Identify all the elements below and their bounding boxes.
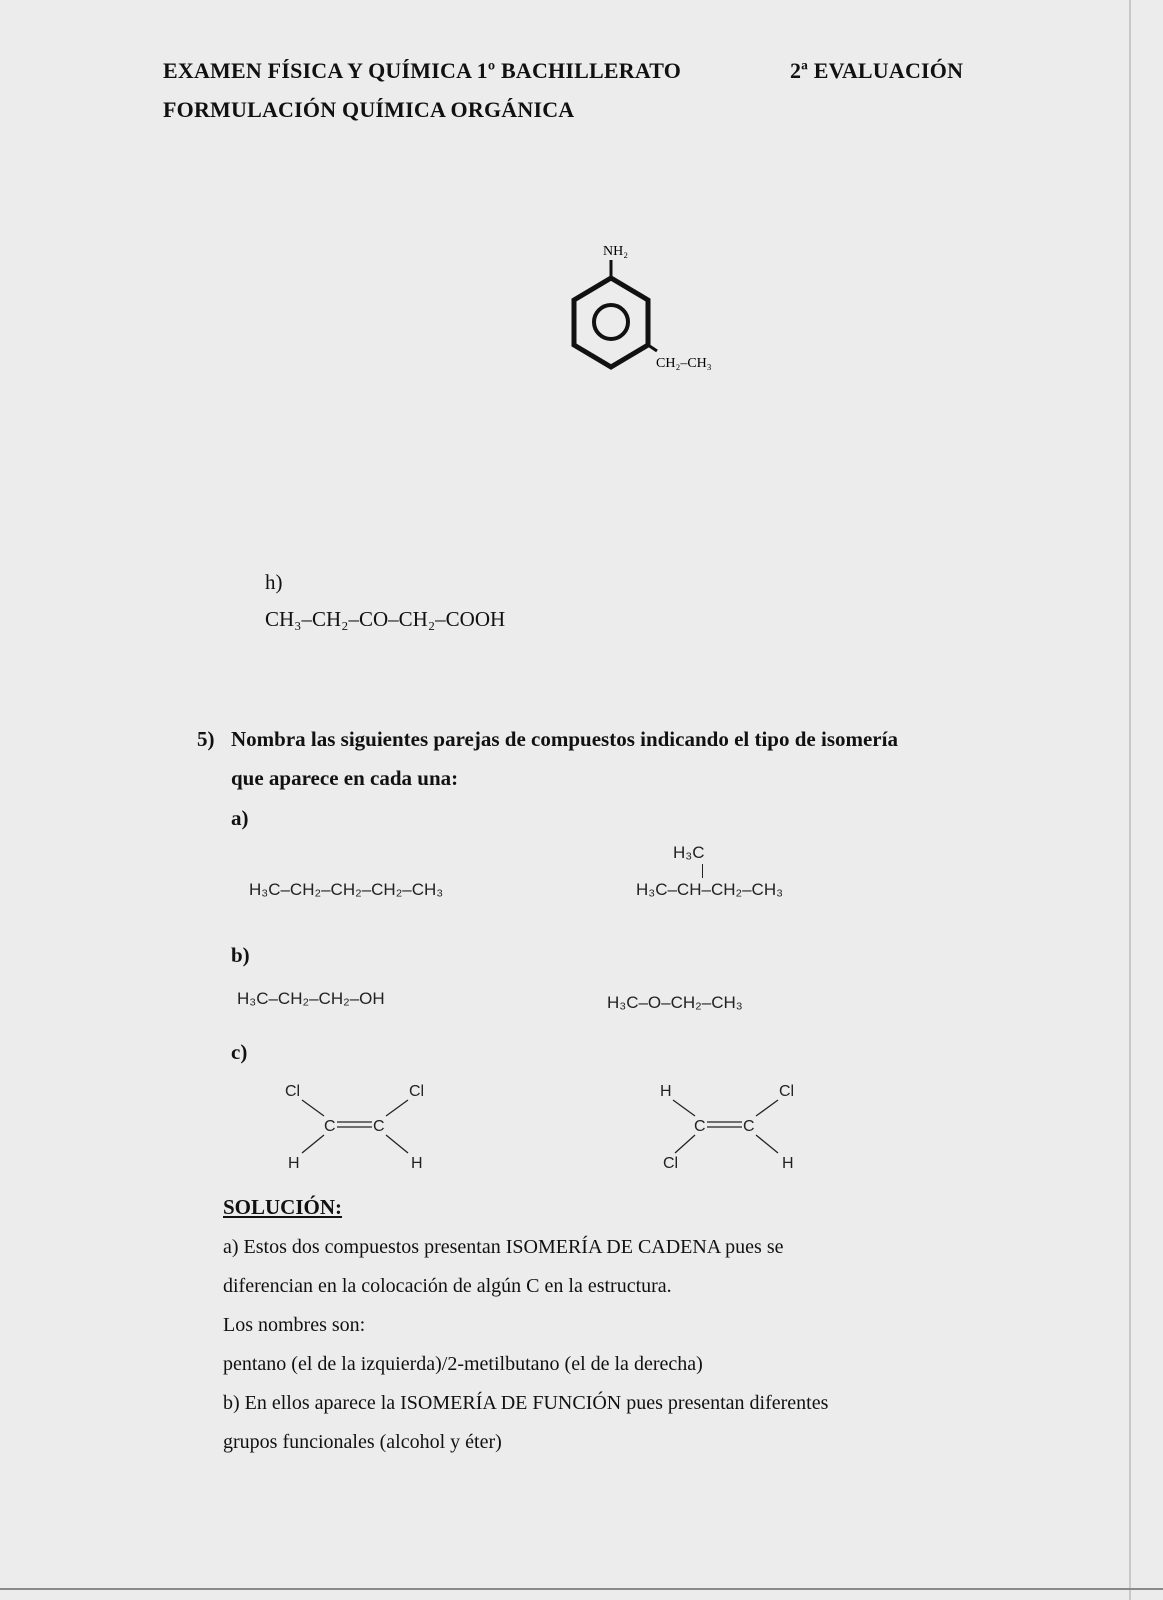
- methylbutane-formula: H₃C–CH–CH₂–CH₃: [636, 880, 784, 899]
- c-atom: C: [373, 1118, 385, 1135]
- c-atom: C: [743, 1118, 755, 1135]
- cis-dichloroethene: [280, 1078, 440, 1178]
- cl-atom: Cl: [409, 1083, 425, 1100]
- solution-line: pentano (el de la izquierda)/2-metilbutano (el de la derecha): [223, 1353, 703, 1375]
- cl-atom: Cl: [285, 1083, 301, 1100]
- part-c-label: c): [231, 1040, 248, 1064]
- c-atom: C: [694, 1118, 706, 1135]
- propanol-formula: H₃C–CH₂–CH₂–OH: [237, 989, 385, 1008]
- single-bond: [386, 1135, 408, 1153]
- single-bond: [386, 1100, 408, 1116]
- solution-body: [223, 1228, 828, 1462]
- scan-edge-right: [1129, 0, 1131, 1600]
- solution-line: Los nombres son:: [223, 1314, 366, 1336]
- ethyl-methyl-ether-formula: H₃C–O–CH₂–CH₃: [607, 993, 743, 1012]
- solution-line: diferencian en la colocación de algún C en la estructura.: [223, 1275, 672, 1297]
- question-5-text-line2: que aparece en cada una:: [231, 766, 459, 790]
- ethyl-group: CH₂–CH₃: [656, 356, 712, 371]
- methyl-branch-bond: [702, 864, 703, 878]
- solution-heading: SOLUCIÓN:: [223, 1195, 343, 1219]
- h-atom: H: [660, 1083, 672, 1100]
- h-atom: H: [411, 1155, 423, 1172]
- nh2-group: NH₂: [603, 244, 629, 259]
- ethyl-bond: [648, 345, 657, 351]
- cl-atom: Cl: [663, 1155, 679, 1172]
- trans-dichloroethene: [655, 1078, 815, 1178]
- solution-line: a) Estos dos compuestos presentan ISOMERÍA DE CADENA pues se: [223, 1236, 784, 1258]
- exam-title: EXAMEN FÍSICA Y QUÍMICA 1º BACHILLERATO: [163, 58, 682, 83]
- exam-subtitle: FORMULACIÓN QUÍMICA ORGÁNICA: [163, 97, 575, 122]
- part-a-label: a): [231, 806, 249, 830]
- solution-line: b) En ellos aparece la ISOMERÍA DE FUNCIÓN pues presentan diferentes: [223, 1392, 829, 1414]
- single-bond: [673, 1100, 695, 1116]
- aromatic-circle: [594, 305, 628, 339]
- question-5-text-line1: Nombra las siguientes parejas de compuestos indicando el tipo de isomería: [231, 727, 898, 751]
- single-bond: [302, 1100, 324, 1116]
- single-bond: [756, 1135, 778, 1153]
- h-atom: H: [288, 1155, 300, 1172]
- scan-edge-bottom: [0, 1588, 1163, 1590]
- methylbutane-methyl: H₃C: [673, 843, 705, 862]
- item-h-label: h): [265, 570, 283, 594]
- c-atom: C: [324, 1118, 336, 1135]
- part-b-label: b): [231, 943, 250, 967]
- single-bond: [302, 1135, 324, 1153]
- cl-atom: Cl: [779, 1083, 795, 1100]
- item-h-formula: CH₃–CH₂–CO–CH₂–COOH: [265, 607, 506, 631]
- pentane-formula: H₃C–CH₂–CH₂–CH₂–CH₃: [249, 880, 444, 899]
- single-bond: [675, 1135, 695, 1153]
- h-atom: H: [782, 1155, 794, 1172]
- benzene-ring: [574, 278, 648, 367]
- evaluation-label: 2ª EVALUACIÓN: [790, 58, 964, 83]
- solution-line: grupos funcionales (alcohol y éter): [223, 1431, 502, 1453]
- ethylaniline-structure: [540, 240, 750, 390]
- single-bond: [756, 1100, 778, 1116]
- question-5-number: 5): [197, 727, 215, 751]
